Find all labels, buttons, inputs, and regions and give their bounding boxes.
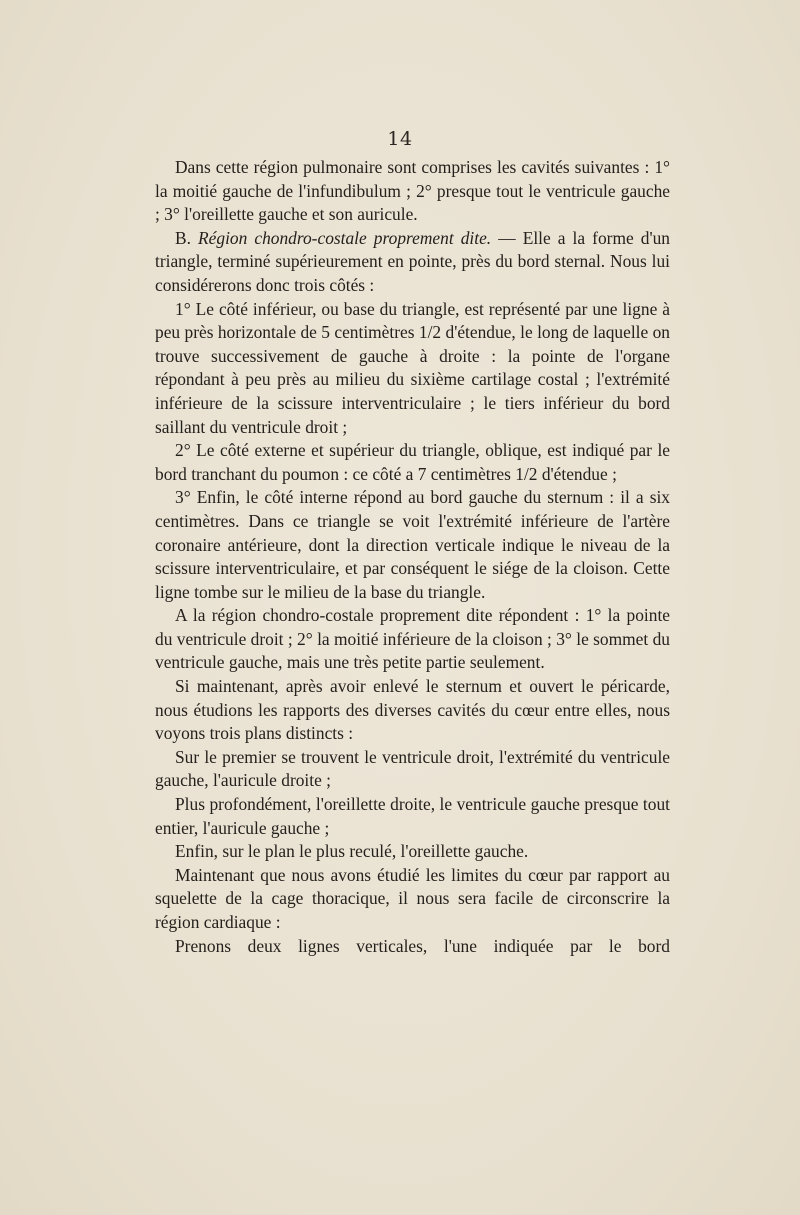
body-text — [155, 156, 670, 958]
paragraph-third-plane — [155, 840, 670, 864]
paragraph-text: A la région chondro-costale proprement dite répondent : 1° la pointe du ventricule droit ; 2° la moitié inférieure de la cloison ; 3° le sommet du ventricule gauche, mais une très petite partie seulement. — [155, 605, 670, 673]
paragraph-vertical-lines — [155, 935, 670, 959]
paragraph-text: Enfin, sur le plan le plus reculé, l'oreillette gauche. — [175, 841, 529, 862]
paragraph-cardiac-region — [155, 864, 670, 935]
paragraph-text: Prenons deux lignes verticales, l'une indiquée par le bord — [175, 935, 670, 956]
paragraph-text: Si maintenant, après avoir enlevé le sternum et ouvert le péricarde, nous étudions les rapports des diverses cavités du cœur entre elles, nous voyons trois plans distincts : — [155, 676, 670, 744]
paragraph-external-side — [155, 439, 670, 486]
paragraph-first-plane — [155, 746, 670, 793]
paragraph-text: 3° Enfin, le côté interne répond au bord gauche du sternum : il a six centimètres. Dans ce triangle se voit l'extrémité inférieure de l'artère coronaire antérieure, dont la direction verticale indique le niveau de la scissure interventriculaire, et par conséquent le siége de la cloison. Cette ligne tombe sur le milieu de la base du triangle. — [155, 487, 670, 602]
paragraph-inferior-side — [155, 298, 670, 440]
paragraph-internal-side — [155, 486, 670, 604]
paragraph-text: Plus profondément, l'oreillette droite, le ventricule gauche presque tout entier, l'auricule gauche ; — [155, 794, 670, 838]
paragraph-text: 2° Le côté externe et supérieur du triangle, oblique, est indiqué par le bord tranchant du poumon : ce côté a 7 centimètres 1/2 d'étendue ; — [155, 440, 670, 484]
paragraph-second-plane — [155, 793, 670, 840]
paragraph-pulmonary-region — [155, 156, 670, 227]
paragraph-text: Maintenant que nous avons étudié les limites du cœur par rapport au squelette de la cage thoracique, il nous sera facile de circonscrire la région cardiaque : — [155, 864, 670, 932]
paragraph-chondro-costal-region — [155, 227, 670, 298]
paragraph-corresponding-parts — [155, 604, 670, 675]
page-number: 14 — [387, 128, 413, 150]
paragraph-three-planes — [155, 675, 670, 746]
section-letter: B. — [175, 227, 199, 248]
paragraph-text: Sur le premier se trouvent le ventricule droit, l'extrémité du ventricule gauche, l'auricule droite ; — [155, 746, 670, 791]
paragraph-text: Dans cette région pulmonaire sont comprises les cavités suivantes : 1° la moitié gauche de l'infundibulum ; 2° presque tout le ventricule gauche ; 3° l'oreillette gauche et son auricule. — [155, 157, 670, 225]
paragraph-text: 1° Le côté inférieur, ou base du triangle, est représenté par une ligne à peu près horizontale de 5 centimètres 1/2 d'étendue, le long de laquelle on trouve successivement de gauche à droite : la pointe de l'organe répondant à peu près au milieu du sixième cartilage costal ; l'extrémité inférieure de la scissure interventriculaire ; le tiers inférieur du bord saillant du ventricule droit ; — [155, 298, 670, 437]
paragraph-text: — Elle a la forme d'un triangle, terminé supérieurement en pointe, près du bord sternal. Nous lui considérerons donc trois côtés : — [155, 227, 671, 295]
section-heading-italic: Région chondro-costale proprement dite. — [198, 227, 492, 248]
